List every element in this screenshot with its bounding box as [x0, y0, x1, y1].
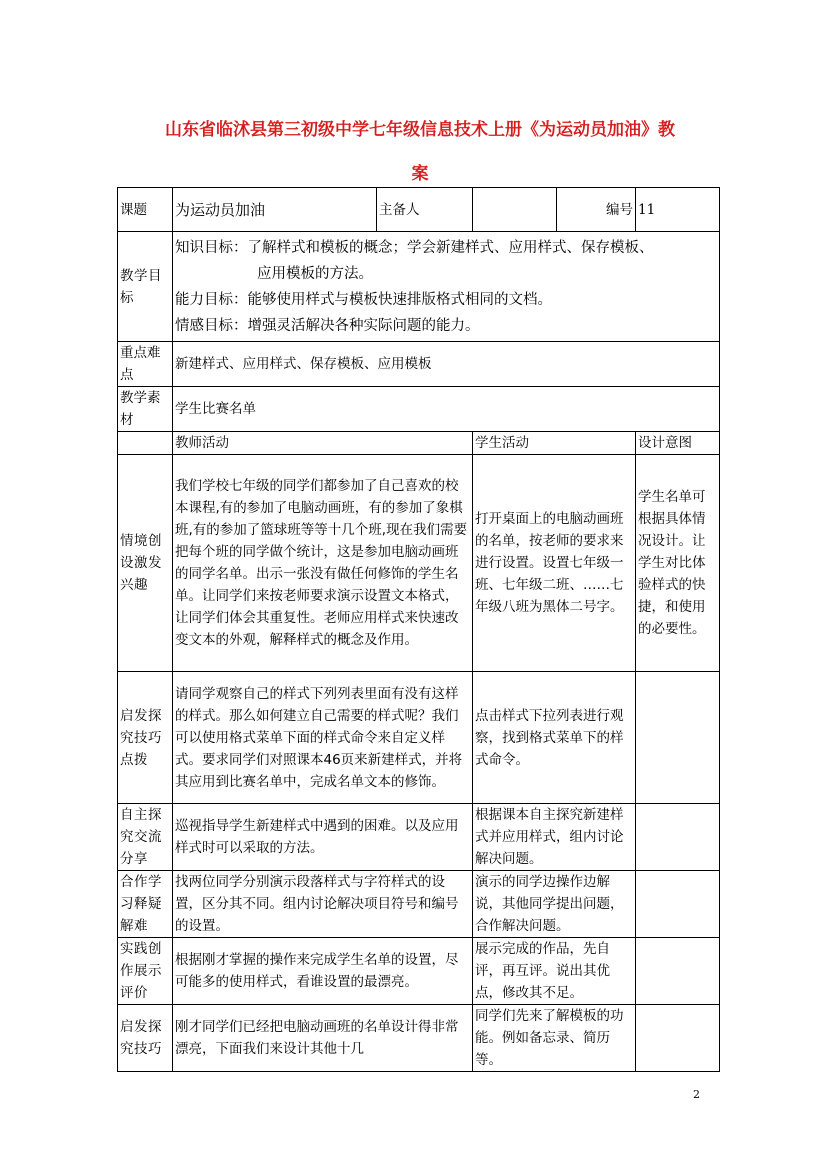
preparer-label: 主备人 — [377, 188, 473, 232]
student-cell: 同学们先来了解模板的功能。例如备忘录、简历等。 — [473, 1005, 636, 1072]
goal-knowledge: 知识目标：了解样式和模板的概念；学会新建样式、应用样式、保存模板、 — [175, 239, 654, 256]
keypoints-value: 新建样式、应用样式、保存模板、应用模板 — [173, 342, 720, 387]
student-cell: 根据课本自主探究新建样式并应用样式，组内讨论解决问题。 — [473, 804, 636, 871]
materials-label: 教学素材 — [118, 387, 173, 432]
keypoints-row — [118, 342, 720, 387]
document-title — [110, 108, 730, 196]
teacher-cell: 我们学校七年级的同学们都参加了自己喜欢的校本课程,有的参加了电脑动画班，有的参加了象棋班,有的参加了篮球班等等十几个班,现在我们需要把每个班的同学做个统计，这是参加电脑动画班的同学名单。出示一张没有做任何修饰的学生名单。让同学们来按老师要求演示设置文本格式，让同学们体会其重复性。老师应用样式来快速改变文本的外观，解释样式的概念及作用。 — [173, 455, 473, 672]
table-row — [118, 871, 720, 938]
student-activity-header: 学生活动 — [473, 432, 636, 455]
title-line-1: 山东省临沭县第三初级中学七年级信息技术上册《为运动员加油》教 — [165, 120, 675, 140]
goal-ability: 能力目标：能够使用样式与模板快速排版格式相同的文档。 — [175, 291, 552, 308]
preparer-value — [473, 188, 557, 232]
number-value: 11 — [636, 188, 720, 232]
stage-cell: 启发探究技巧 — [118, 1005, 173, 1072]
design-cell — [636, 1005, 720, 1072]
table-row — [118, 1005, 720, 1072]
title-line-2: 案 — [411, 164, 429, 184]
goal-emotion: 情感目标：增强灵活解决各种实际问题的能力。 — [175, 317, 480, 334]
table-row — [118, 455, 720, 672]
stage-cell: 启发探究技巧点拨 — [118, 672, 173, 804]
stage-header — [118, 432, 173, 455]
lesson-plan-table — [117, 187, 720, 1072]
materials-value: 学生比赛名单 — [173, 387, 720, 432]
keypoints-label: 重点难点 — [118, 342, 173, 387]
design-cell — [636, 804, 720, 871]
design-cell — [636, 871, 720, 938]
goal-knowledge-cont: 应用模板的方法。 — [257, 265, 373, 282]
teacher-activity-header: 教师活动 — [173, 432, 473, 455]
topic-value: 为运动员加油 — [173, 188, 377, 232]
teacher-cell: 刚才同学们已经把电脑动画班的名单设计得非常漂亮，下面我们来设计其他十几 — [173, 1005, 473, 1072]
stage-cell: 情境创设激发兴趣 — [118, 455, 173, 672]
goals-row — [118, 232, 720, 342]
goals-label: 教学目标 — [118, 232, 173, 342]
student-cell: 打开桌面上的电脑动画班的名单，按老师的要求来进行设置。设置七年级一班、七年级二班、……七年级八班为黑体二号字。 — [473, 455, 636, 672]
page-number: 2 — [693, 1088, 700, 1101]
student-cell: 点击样式下拉列表进行观察，找到格式菜单下的样式命令。 — [473, 672, 636, 804]
design-cell — [636, 938, 720, 1005]
design-cell — [636, 672, 720, 804]
number-label: 编号 — [557, 188, 636, 232]
stage-cell: 自主探究交流分享 — [118, 804, 173, 871]
student-cell: 演示的同学边操作边解说，其他同学提出问题，合作解决问题。 — [473, 871, 636, 938]
goals-cell — [173, 232, 720, 342]
student-cell: 展示完成的作品，先自评，再互评。说出其优点，修改其不足。 — [473, 938, 636, 1005]
design-intent-header: 设计意图 — [636, 432, 720, 455]
table-row — [118, 672, 720, 804]
topic-label: 课题 — [118, 188, 173, 232]
stage-cell: 实践创作展示评价 — [118, 938, 173, 1005]
column-header-row — [118, 432, 720, 455]
table-row — [118, 804, 720, 871]
teacher-cell: 请同学观察自己的样式下列列表里面有没有这样的样式。那么如何建立自己需要的样式呢？我们可以使用格式菜单下面的样式命令来自定义样式。要求同学们对照课本46页来新建样式，并将其应用到比赛名单中，完成名单文本的修饰。 — [173, 672, 473, 804]
materials-row — [118, 387, 720, 432]
teacher-cell: 找两位同学分别演示段落样式与字符样式的设置，区分其不同。组内讨论解决项目符号和编号的设置。 — [173, 871, 473, 938]
table-row — [118, 938, 720, 1005]
header-row — [118, 188, 720, 232]
stage-cell: 合作学习释疑解难 — [118, 871, 173, 938]
teacher-cell: 根据刚才掌握的操作来完成学生名单的设置，尽可能多的使用样式，看谁设置的最漂亮。 — [173, 938, 473, 1005]
design-cell: 学生名单可根据具体情况设计。让学生对比体验样式的快捷，和使用的必要性。 — [636, 455, 720, 672]
teacher-cell: 巡视指导学生新建样式中遇到的困难。以及应用样式时可以采取的方法。 — [173, 804, 473, 871]
